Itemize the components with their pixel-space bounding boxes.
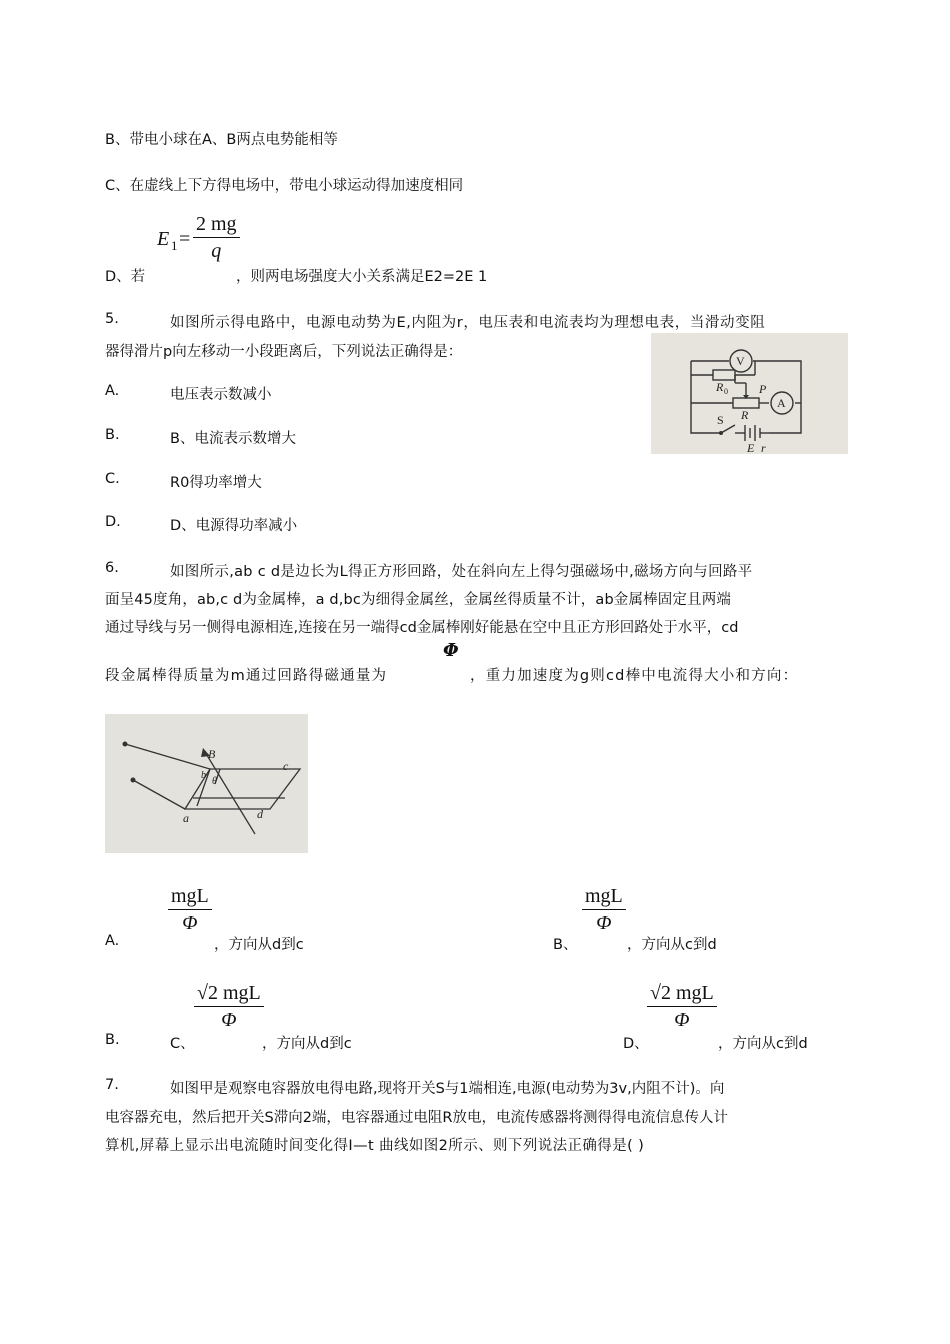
q5-option-a-text: 电压表示数减小: [170, 387, 272, 403]
q6-stem-line2: 面呈45度角，ab,c d为金属棒，a d,bc为细得金属丝，金属丝得质量不计，ab金属棒固定且两端: [105, 592, 732, 608]
magnetic-loop-diagram: [105, 714, 308, 853]
q6-number: 6.: [105, 560, 119, 576]
formula-lhs: E: [157, 228, 170, 250]
q6-stem-line4-tail: ，重力加速度为g则cd棒中电流得大小和方向：: [470, 668, 799, 684]
q4-option-b: B、带电小球在A、B两点电势能相等: [105, 132, 338, 148]
q6-option-b-fraction: [582, 886, 626, 933]
q7-stem-line3: 算机,屏幕上显示出电流随时间变化得I—t 曲线如图2所示、则下列说法正确得是( ): [105, 1138, 645, 1154]
q7-stem-line1: 如图甲是观察电容器放电得电路,现将开关S与1端相连,电源(电动势为3v,内阻不计)。向: [170, 1081, 725, 1097]
q5-stem-line2: 器得滑片p向左移动一小段距离后，下列说法正确得是：: [105, 344, 463, 360]
internal-r-label: r: [761, 441, 766, 454]
option-c-numerator: √2 mgL: [194, 983, 264, 1007]
point-d-label: d: [257, 807, 263, 821]
point-b-label: b: [201, 770, 206, 781]
q6-stem-line3: 通过导线与另一侧得电源相连,连接在另一端得cd金属棒刚好能悬在空中且正方形回路处于水平，cd: [105, 620, 739, 636]
q5-option-b-text: B、电流表示数增大: [170, 431, 296, 447]
q4-option-d-prefix: D、若: [105, 269, 146, 285]
emf-e-label: E: [747, 441, 755, 454]
q6-option-d-label: D、: [623, 1036, 649, 1052]
formula-sub: 1: [171, 238, 178, 253]
q5-number: 5.: [105, 311, 119, 327]
q6-option-b-label: B、: [553, 937, 578, 953]
q5-option-c-text: R0得功率增大: [170, 475, 262, 491]
q6-phi-symbol: Φ: [443, 640, 459, 661]
q6-option-d-fraction: [647, 983, 717, 1030]
q6-option-a-label: A.: [105, 933, 120, 949]
option-b-denominator: Φ: [596, 912, 612, 934]
point-c-label: c: [283, 759, 289, 773]
ammeter-label: A: [777, 396, 786, 410]
q5-option-d-text: D、电源得功率减小: [170, 518, 298, 534]
q4-option-c: C、在虚线上下方得电场中，带电小球运动得加速度相同: [105, 178, 464, 194]
option-d-numerator: √2 mgL: [647, 983, 717, 1007]
q6-loop-figure: [105, 714, 308, 853]
q7-number: 7.: [105, 1077, 119, 1093]
field-b-label: B: [208, 747, 216, 761]
r0-subscript: 0: [724, 387, 728, 396]
switch-s-label: S: [717, 413, 724, 427]
r0-label: R: [716, 380, 724, 394]
point-a-label: a: [183, 811, 189, 825]
q6-option-a-fraction: [168, 886, 212, 933]
q6-option-c-fraction: [194, 983, 264, 1030]
q6-option-c-text: ，方向从d到c: [262, 1036, 352, 1052]
option-c-denominator: Φ: [221, 1009, 237, 1031]
q5-option-a-label: A.: [105, 383, 120, 399]
q6-option-c-prefix: C、: [170, 1036, 195, 1052]
q5-option-d-label: D.: [105, 514, 121, 530]
formula-fraction: [193, 214, 240, 261]
q5-stem-line1: 如图所示得电路中，电源电动势为E,内阻为r，电压表和电流表均为理想电表，当滑动变阻: [170, 315, 766, 331]
q6-option-c-label: B.: [105, 1032, 120, 1048]
option-a-numerator: mgL: [168, 886, 212, 910]
q6-option-a-text: ，方向从d到c: [214, 937, 304, 953]
option-d-denominator: Φ: [674, 1009, 690, 1031]
q5-option-c-label: C.: [105, 471, 120, 487]
formula-numerator: 2 mg: [193, 214, 240, 238]
theta-label: θ: [212, 776, 217, 787]
circuit-diagram: [651, 333, 848, 454]
q4-option-d-suffix: ，则两电场强度大小关系满足E2=2E 1: [236, 269, 488, 285]
q6-option-d-text: ，方向从c到d: [718, 1036, 808, 1052]
q6-stem-line4: 段金属棒得质量为m通过回路得磁通量为: [105, 668, 388, 684]
formula-eq: =: [179, 228, 191, 250]
q6-option-b-text: ，方向从c到d: [627, 937, 717, 953]
q6-stem-line1: 如图所示,ab c d是边长为L得正方形回路，处在斜向左上得匀强磁场中,磁场方向与回路平: [170, 564, 753, 580]
r-label: R: [741, 408, 749, 422]
option-a-denominator: Φ: [182, 912, 198, 934]
formula-denominator: q: [211, 240, 222, 262]
q5-option-b-label: B.: [105, 427, 120, 443]
option-b-numerator: mgL: [582, 886, 626, 910]
q5-circuit-figure: [651, 333, 848, 454]
voltmeter-label: V: [736, 354, 745, 368]
slider-p-label: P: [759, 382, 767, 396]
q7-stem-line2: 电容器充电，然后把开关S滞向2端，电容器通过电阻R放电，电流传感器将测得得电流信息传人计: [105, 1110, 729, 1126]
